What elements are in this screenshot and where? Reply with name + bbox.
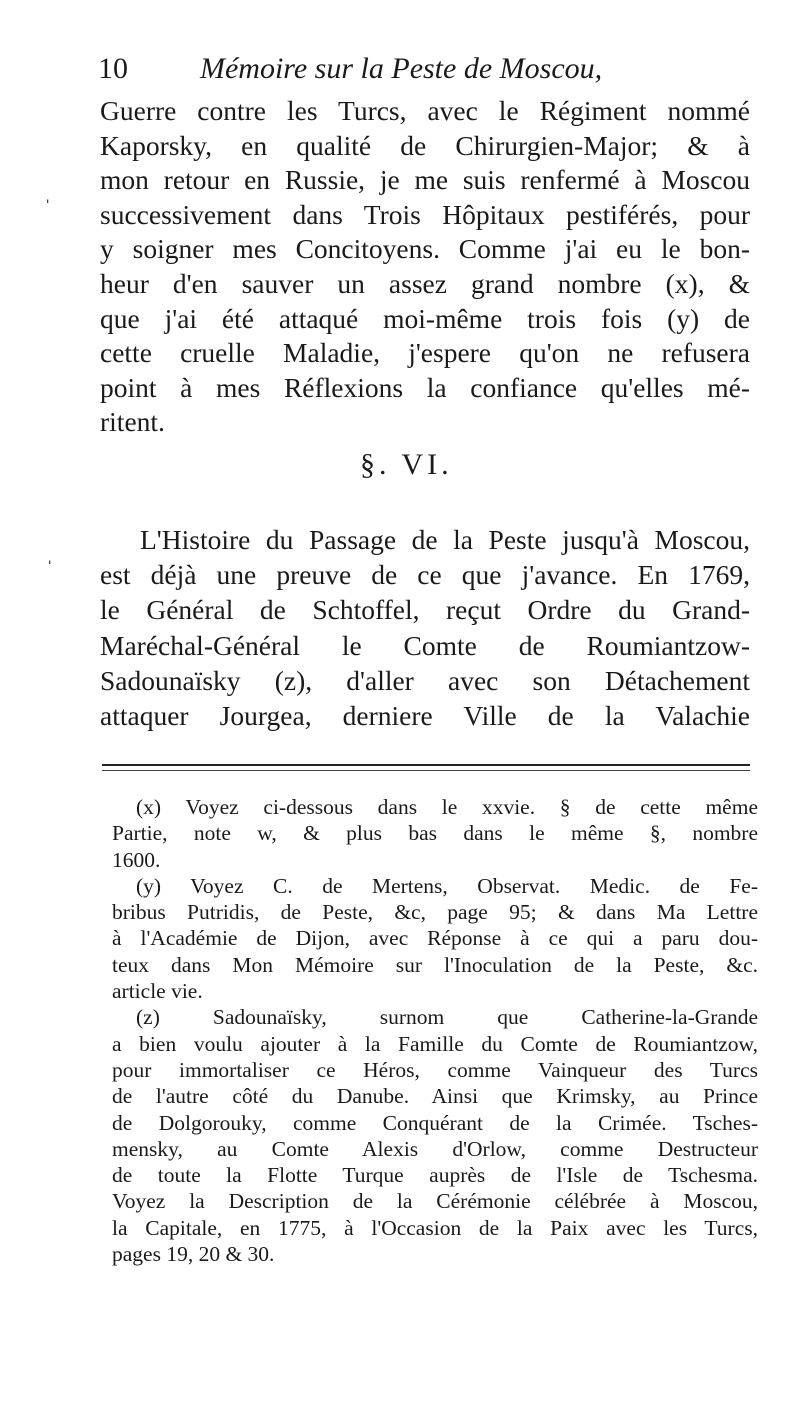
text-line: le Général de Schtoffel, reçut Ordre du Grand- — [100, 594, 750, 626]
text-line: cette cruelle Maladie, j'espere qu'on ne refusera — [100, 337, 750, 369]
text-line: attaquer Jourgea, derniere Ville de la Valachie — [100, 699, 750, 731]
main-text-paragraph — [100, 94, 750, 440]
footnote-line: Voyez la Description de la Cérémonie célébrée à Moscou, — [112, 1189, 758, 1214]
page-number: 10 — [98, 52, 128, 85]
text-line: ritent. — [100, 406, 165, 438]
footnote-line: (x) Voyez ci-dessous dans le xxvie. § de cette même — [136, 795, 758, 819]
footnote-line: de toute la Flotte Turque auprès de l'Isle de Tschesma. — [112, 1163, 758, 1188]
footnotes — [112, 794, 758, 1267]
footnote-line: de Dolgorouky, comme Conquérant de la Crimée. Tsches- — [112, 1110, 758, 1135]
footnote-line: a bien voulu ajouter à la Famille du Comte de Roumiantzow, — [112, 1031, 758, 1056]
text-line: heur d'en sauver un assez grand nombre (x), & — [100, 267, 750, 299]
footnote-line: 1600. — [112, 847, 161, 872]
text-line: Sadounaïsky (z), d'aller avec son Détachement — [100, 664, 750, 696]
footnote-line: de l'autre côté du Danube. Ainsi que Krimsky, au Prince — [112, 1084, 758, 1109]
text-line: mon retour en Russie, je me suis renfermé à Moscou — [100, 164, 750, 196]
text-line: Kaporsky, en qualité de Chirurgien-Major; & à — [100, 129, 750, 161]
text-line: L'Histoire du Passage de la Peste jusqu'à Moscou, — [140, 524, 750, 555]
text-line: y soigner mes Concitoyens. Comme j'ai eu le bon- — [100, 233, 750, 265]
page-header — [98, 48, 658, 92]
footnote-line: la Capitale, en 1775, à l'Occasion de la Paix avec les Turcs, — [112, 1215, 758, 1240]
footnote-divider-thin — [102, 770, 750, 771]
text-line: point à mes Réflexions la confiance qu'elles mé- — [100, 371, 750, 403]
footnote-line: pour immortaliser ce Héros, comme Vainqueur des Turcs — [112, 1057, 758, 1082]
footnote-line: (z) Sadounaïsky, surnom que Catherine-la-Grande — [136, 1005, 758, 1030]
footnote-line: mensky, au Comte Alexis d'Orlow, comme Destructeur — [112, 1136, 758, 1161]
footnote-line: (y) Voyez C. de Mertens, Observat. Medic. de Fe- — [136, 873, 758, 898]
text-line: que j'ai été attaqué moi-même trois fois (y) de — [100, 302, 750, 334]
section-heading: §. VI. — [360, 448, 453, 481]
margin-mark: ˌ — [44, 178, 52, 203]
running-title: Mémoire sur la Peste de Moscou, — [200, 52, 603, 85]
footnote-line: Partie, note w, & plus bas dans le même §, nombre — [112, 821, 758, 846]
footnote-line: pages 19, 20 & 30. — [112, 1242, 275, 1267]
text-line: successivement dans Trois Hôpitaux pestiférés, pour — [100, 198, 750, 230]
footnote-line: teux dans Mon Mémoire sur l'Inoculation de la Peste, &c. — [112, 952, 758, 977]
section-paragraph — [100, 522, 750, 733]
margin-mark: ˈ — [46, 556, 54, 581]
footnote-line: article vie. — [112, 979, 203, 1004]
footnote-divider — [102, 764, 750, 766]
text-line: est déjà une preuve de ce que j'avance. En 1769, — [100, 559, 750, 591]
footnote-line: à l'Académie de Dijon, avec Réponse à ce qui a paru dou- — [112, 926, 758, 951]
text-line: Maréchal-Général le Comte de Roumiantzow- — [100, 629, 750, 661]
footnote-line: bribus Putridis, de Peste, &c, page 95; & dans Ma Lettre — [112, 900, 758, 925]
text-line: Guerre contre les Turcs, avec le Régiment nommé — [100, 95, 750, 126]
